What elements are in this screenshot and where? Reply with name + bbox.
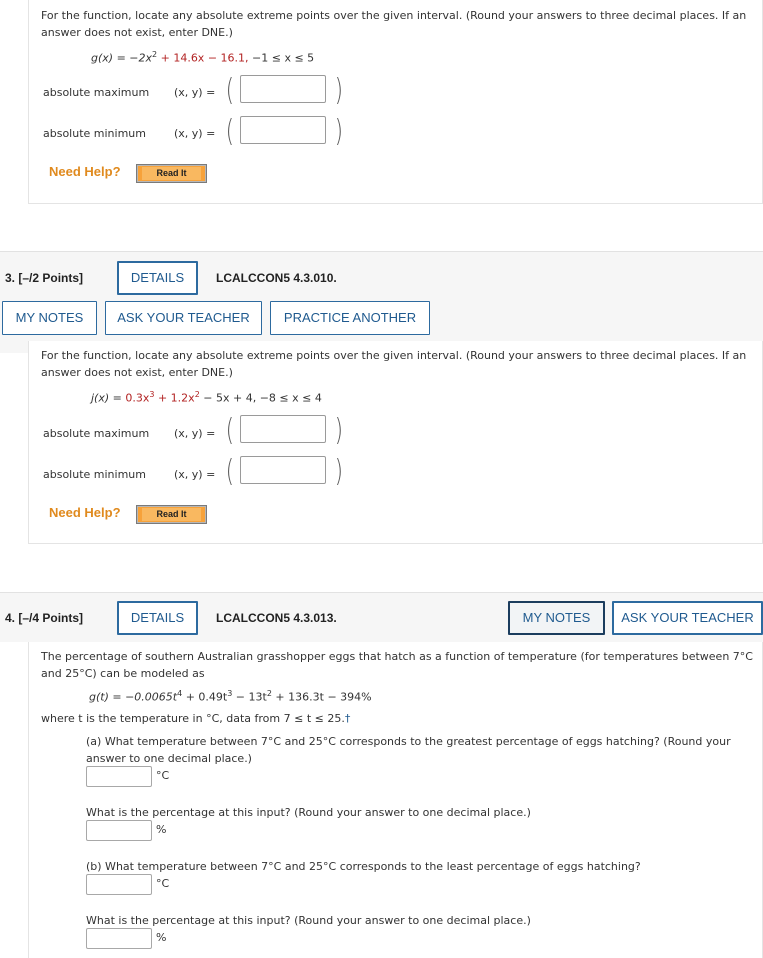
q4-part-a-pct-question: What is the percentage at this input? (Round your answer to one decimal place.) [86,806,531,819]
q4-ask-teacher-button[interactable]: ASK YOUR TEACHER [612,601,763,635]
q4-card [28,642,763,958]
q3-read-it-button[interactable] [137,506,206,523]
q4-part-a-pct-input[interactable] [86,820,152,841]
q2-formula [91,50,314,65]
q4-part-a-temp-unit: °C [156,769,170,782]
q2-max-input[interactable] [240,75,326,103]
q3-min-label: absolute minimum [43,468,146,481]
q3-formula [91,390,322,405]
q4-formula-t4: + 136.3t − 394% [271,690,372,704]
q4-where [41,710,350,727]
q3-practice-another-button[interactable]: PRACTICE ANOTHER [270,301,430,335]
q4-formula-sup1: 4 [177,689,183,698]
q4-details-button[interactable]: DETAILS [117,601,198,635]
q3-code: LCALCCON5 4.3.010. [216,271,337,285]
q3-min-close-paren: ) [334,454,343,489]
q3-ask-teacher-button[interactable]: ASK YOUR TEACHER [105,301,262,335]
q4-code: LCALCCON5 4.3.013. [216,611,337,625]
q3-min-xy: (x, y) = [174,468,216,481]
q3-formula-sup1: 3 [149,390,155,399]
q4-part-a-pct-unit: % [156,823,167,836]
q4-formula-lhs: g(t) = −0.0065t [89,690,178,704]
q4-formula-sup2: 3 [227,689,233,698]
q4-where-text: where t is the temperature in °C, data from 7 ≤ t ≤ 25. [41,712,345,725]
q2-min-xy: (x, y) = [174,127,216,140]
q2-formula-interval: −1 ≤ x ≤ 5 [248,51,315,65]
q2-max-open-paren: ( [225,73,234,108]
q4-my-notes-button[interactable]: MY NOTES [508,601,605,635]
q3-read-it-label: Read It [142,508,201,521]
q4-dagger-link[interactable]: † [344,712,351,725]
q3-max-close-paren: ) [334,413,343,448]
q3-header [0,251,763,301]
q4-part-b: (b) What temperature between 7°C and 25°C corresponds to the least percentage of eggs hatching? [86,860,641,873]
q3-max-label: absolute maximum [43,427,150,440]
q4-intro: The percentage of southern Australian grasshopper eggs that hatch as a function of temperature (for temperatures between 7°C and 25°C) can be modeled as [41,650,753,680]
q2-min-label: absolute minimum [43,127,146,140]
q2-min-input[interactable] [240,116,326,144]
q4-part-a-temp-input[interactable] [86,766,152,787]
q3-max-input[interactable] [240,415,326,443]
q4-header [0,592,763,642]
q2-formula-lhs: g(x) = −2x [91,51,153,65]
q3-formula-sup2: 2 [194,390,200,399]
q2-read-it-label: Read It [142,167,201,180]
q2-max-xy: (x, y) = [174,86,216,99]
q4-formula-t3: − 13t [232,690,267,704]
q2-card [28,0,763,204]
q2-prompt: For the function, locate any absolute extreme points over the given interval. (Round your answers to three decimal places. If an answer does not exist, enter DNE.) [41,9,747,39]
q4-part-b-pct-question: What is the percentage at this input? (Round your answer to one decimal place.) [86,914,531,927]
q3-formula-t2: + 1.2x [154,391,195,405]
q2-max-label: absolute maximum [43,86,150,99]
q3-formula-lhs: j(x) = [91,391,126,405]
q2-min-open-paren: ( [225,114,234,149]
q3-my-notes-button[interactable]: MY NOTES [2,301,97,335]
q3-formula-interval: −8 ≤ x ≤ 4 [256,391,322,405]
q2-read-it-button[interactable] [137,165,206,182]
q4-part-b-temp-unit: °C [156,877,170,890]
q3-formula-t3: − 5x + 4, [199,391,257,405]
q3-prompt: For the function, locate any absolute extreme points over the given interval. (Round your answers to three decimal places. If an answer does not exist, enter DNE.) [41,349,747,379]
q3-need-help: Need Help? [49,505,121,520]
q4-part-b-pct-unit: % [156,931,167,944]
q2-min-close-paren: ) [334,114,343,149]
q4-part-b-temp-input[interactable] [86,874,152,895]
q4-formula-sup3: 2 [266,689,272,698]
q3-formula-t1: 0.3x [125,391,150,405]
q4-formula-t2: + 0.49t [182,690,228,704]
q2-need-help: Need Help? [49,164,121,179]
q4-part-a: (a) What temperature between 7°C and 25°C corresponds to the greatest percentage of eggs hatching? (Round your answer to one decimal place.) [86,735,731,765]
q2-max-close-paren: ) [334,73,343,108]
q4-number: 4. [–/4 Points] [5,611,84,625]
q3-details-button[interactable]: DETAILS [117,261,198,295]
q3-card [28,341,763,544]
q3-number: 3. [–/2 Points] [5,271,84,285]
q3-max-open-paren: ( [225,413,234,448]
q2-formula-sup: 2 [152,50,158,59]
q3-max-xy: (x, y) = [174,427,216,440]
q4-formula [89,689,372,704]
q2-formula-rest: + 14.6x − 16.1, [157,51,249,65]
q3-min-input[interactable] [240,456,326,484]
q4-part-b-pct-input[interactable] [86,928,152,949]
q3-min-open-paren: ( [225,454,234,489]
